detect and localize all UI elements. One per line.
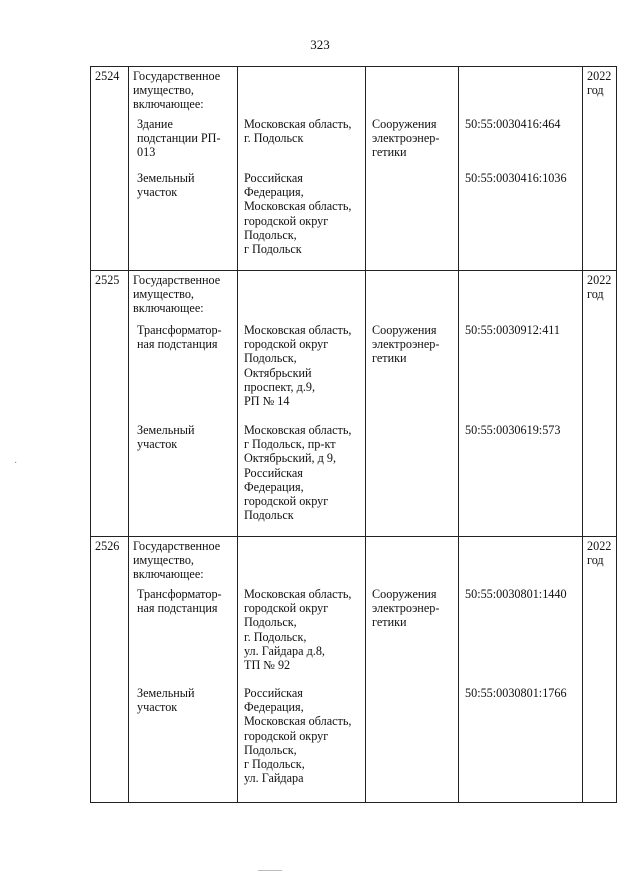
- object-address-cell: [238, 537, 366, 803]
- row-number: 2526: [91, 537, 129, 803]
- row-number: 2525: [91, 271, 129, 537]
- object-category-line: Сооружения: [372, 587, 437, 601]
- object-address-line: г. Подольск,: [244, 629, 307, 644]
- group-header-line: Государственное: [133, 539, 221, 553]
- object-address-line: городской округ: [244, 728, 329, 743]
- object-address-line: Октябрьский: [244, 365, 312, 380]
- group-header-line: Государственное: [133, 273, 221, 287]
- year-cell: [583, 271, 617, 537]
- year-line: год: [587, 83, 604, 98]
- object-name: [137, 686, 195, 714]
- object-address-line: проспект, д.9,: [244, 379, 316, 394]
- object-category-line: электроэнер-: [372, 601, 440, 616]
- object-address-line: Московская область,: [244, 323, 352, 337]
- group-header-line: Государственное: [133, 69, 221, 83]
- object-name: [137, 587, 222, 615]
- group-header: [133, 539, 220, 582]
- object-name: [137, 323, 222, 351]
- object-address-line: Московская область,: [244, 199, 352, 214]
- object-address-line: Российская: [244, 686, 303, 700]
- year-line: 2022: [587, 273, 612, 287]
- object-address-line: Федерация,: [244, 700, 304, 715]
- object-address-line: ул. Гайдара д.8,: [244, 643, 325, 658]
- object-name-line: подстанции РП-: [137, 131, 221, 146]
- object-name-line: Трансформатор-: [137, 587, 222, 601]
- object-name: [137, 117, 221, 160]
- object-address-cell: [238, 67, 366, 271]
- object-address-line: г Подольск, пр-кт: [244, 437, 336, 452]
- object-address-line: Российская: [244, 465, 303, 480]
- cadastral-number: 50:55:0030416:464: [465, 117, 561, 131]
- object-name-line: 013: [137, 145, 156, 160]
- object-address-line: Подольск,: [244, 227, 297, 242]
- table-row: [91, 67, 617, 271]
- object-name-line: Земельный: [137, 171, 195, 185]
- object-name-line: Здание: [137, 117, 173, 131]
- object-address: [244, 117, 351, 145]
- object-address-line: Подольск: [244, 508, 294, 523]
- object-name-cell: [129, 537, 238, 803]
- cadastral-number: 50:55:0030912:411: [465, 323, 561, 337]
- object-address: [244, 423, 351, 522]
- cadastral-number: 50:55:0030416:1036: [465, 171, 567, 185]
- group-header: [133, 69, 220, 112]
- object-address-line: Октябрьский, д 9,: [244, 451, 337, 466]
- object-address: [244, 686, 351, 785]
- object-address-cell: [238, 271, 366, 537]
- object-address-line: Федерация,: [244, 185, 304, 200]
- object-category: [372, 587, 439, 630]
- object-address-line: РП № 14: [244, 394, 290, 409]
- object-category-line: гетики: [372, 615, 407, 630]
- cadastral-number: 50:55:0030801:1766: [465, 686, 567, 700]
- object-address-line: городской округ: [244, 213, 329, 228]
- object-address-line: ТП № 92: [244, 658, 291, 673]
- object-name-line: ная подстанция: [137, 337, 218, 352]
- object-address-line: г. Подольск: [244, 131, 304, 146]
- table-row: [91, 271, 617, 537]
- year-line: 2022: [587, 69, 612, 83]
- object-category-line: электроэнер-: [372, 131, 440, 146]
- year-line: год: [587, 553, 604, 568]
- year-cell: [583, 67, 617, 271]
- cadastral-number-cell: [459, 67, 583, 271]
- group-header-line: включающее:: [133, 97, 204, 112]
- object-name: [137, 423, 195, 451]
- object-address-line: городской округ: [244, 337, 329, 352]
- object-address: [244, 587, 351, 672]
- object-name-cell: [129, 67, 238, 271]
- object-name-line: ная подстанция: [137, 601, 218, 616]
- object-address-line: Федерация,: [244, 479, 304, 494]
- group-header-line: включающее:: [133, 301, 204, 316]
- object-address: [244, 323, 351, 408]
- group-header-line: имущество,: [133, 287, 194, 302]
- object-category-line: электроэнер-: [372, 337, 440, 352]
- scan-artifact-line: [258, 870, 282, 871]
- object-address-line: Московская область,: [244, 714, 352, 729]
- object-address-line: ул. Гайдара: [244, 771, 304, 786]
- registry-rows: [91, 67, 617, 803]
- object-address-line: Московская область,: [244, 587, 352, 601]
- object-category-line: гетики: [372, 351, 407, 366]
- object-name-line: участок: [137, 437, 178, 452]
- object-address-line: городской округ: [244, 494, 329, 509]
- page-number: 323: [310, 37, 330, 52]
- year-line: год: [587, 287, 604, 302]
- object-address-line: Московская область,: [244, 117, 352, 131]
- row-number: 2524: [91, 67, 129, 271]
- object-category-line: Сооружения: [372, 323, 437, 337]
- object-category-cell: [366, 67, 459, 271]
- object-name-line: Земельный: [137, 423, 195, 437]
- table-row: [91, 537, 617, 803]
- cadastral-number-cell: [459, 271, 583, 537]
- object-name-line: участок: [137, 185, 178, 200]
- object-address-line: Подольск,: [244, 615, 297, 630]
- group-header-line: имущество,: [133, 83, 194, 98]
- object-category-cell: [366, 271, 459, 537]
- object-category: [372, 323, 439, 366]
- cadastral-number: 50:55:0030801:1440: [465, 587, 567, 601]
- object-category: [372, 117, 439, 160]
- group-header-line: имущество,: [133, 553, 194, 568]
- object-address-line: Подольск,: [244, 742, 297, 757]
- object-category-line: Сооружения: [372, 117, 437, 131]
- cadastral-number: 50:55:0030619:573: [465, 423, 561, 437]
- object-name-line: Земельный: [137, 686, 195, 700]
- object-address: [244, 171, 351, 256]
- object-name-line: участок: [137, 700, 178, 715]
- object-address-line: Подольск,: [244, 351, 297, 366]
- object-address-line: городской округ: [244, 601, 329, 616]
- object-address-line: Московская область,: [244, 423, 352, 437]
- object-address-line: г Подольск: [244, 242, 302, 257]
- object-name-cell: [129, 271, 238, 537]
- object-category-line: гетики: [372, 145, 407, 160]
- cadastral-number-cell: [459, 537, 583, 803]
- object-address-line: Российская: [244, 171, 303, 185]
- object-address-line: г Подольск,: [244, 757, 305, 772]
- group-header-line: включающее:: [133, 567, 204, 582]
- object-name-line: Трансформатор-: [137, 323, 222, 337]
- group-header: [133, 273, 220, 316]
- scan-dot: ·: [14, 458, 18, 469]
- object-name: [137, 171, 195, 199]
- registry-table: [90, 66, 617, 803]
- object-category-cell: [366, 537, 459, 803]
- year-line: 2022: [587, 539, 612, 553]
- year-cell: [583, 537, 617, 803]
